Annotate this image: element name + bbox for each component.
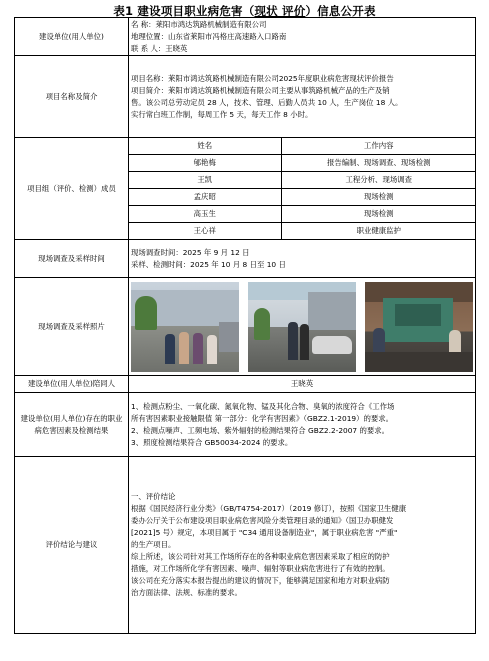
member-name: 郇艳梅 [129,155,281,172]
conclusion-para1-line4: 的生产项目。 [131,540,176,549]
team-member-row [129,223,476,240]
site-photo-2 [248,282,356,372]
photos-cell [129,278,476,376]
hazards-info [129,393,476,457]
team-member-row [129,155,476,172]
unit-contact-line [131,43,473,55]
team-member-row [129,172,476,189]
site-photo-1 [131,282,239,372]
team-members-table [129,138,476,239]
project-name: 莱阳市鸿达筑路机械制造有限公司2025年度职业病危害现状评价报告 [167,73,394,83]
team-label: 项目组（评价、检测）成员 [15,138,129,240]
unit-info [129,18,476,56]
hazard-result-1-cont: 所有害因素职业接触限值 第一部分：化学有害因素》（GBZ2.1-2019）的要求。 [131,413,394,423]
project-name-line [131,73,473,85]
project-intro-text-1: 莱阳市鸿达筑路机械制造有限公司主要从事筑路机械产品的生产及销 [167,85,390,95]
conclusion-para2-line1: 综上所述，该公司针对其工作场所存在的各种职业病危害因素采取了相应的防护 [131,552,390,561]
unit-contact: 王晓英 [165,43,188,53]
survey-info [129,240,476,278]
project-intro-line-2: 售。该公司总劳动定员 28 人，技术、管理、后勤人员共 10 人，生产岗位 18 人。 [131,97,403,107]
sampling-date: 采样、检测时间：2025 年 10 月 8 日至 10 日 [131,259,286,269]
unit-name-line [131,19,473,31]
team-header-name: 姓名 [129,138,281,155]
conclusion-para2-line2: 措施，对工作场所化学有害因素、噪声、辐射等职业病危害进行了有效的控制。 [131,564,390,573]
member-work: 现场检测 [281,206,476,223]
disclosure-table [14,17,476,634]
member-name: 王心祥 [129,223,281,240]
project-intro-line [131,85,473,97]
member-work: 工程分析、现场调查 [281,172,476,189]
project-intro-label: 项目简介： [131,85,168,95]
companion-label: 建设单位(用人单位)陪同人 [15,376,129,393]
survey-label: 现场调查及采样时间 [15,240,129,278]
row-project [15,56,476,138]
member-work: 现场检测 [281,189,476,206]
team-header-row [129,138,476,155]
survey-date: 现场调查时间：2025 年 9 月 12 日 [131,247,250,257]
row-hazards [15,393,476,457]
companion-name: 王晓英 [129,376,476,393]
conclusion-para2-line3: 该公司在充分落实本报告提出的建议的情况下，能够满足国家和地方对职业病防 [131,576,390,585]
project-label: 项目名称及简介 [15,56,129,138]
row-team [15,138,476,240]
member-name: 王凯 [129,172,281,189]
unit-label: 建设单位(用人单位) [15,18,129,56]
unit-name: 莱阳市鸿达筑路机械制造有限公司 [155,19,267,29]
row-photos [15,278,476,376]
row-conclusion [15,457,476,634]
conclusion-para1-line3: [2021]5 号）规定，本项目属于 "C34 通用设备制造业"，属于职业病危害 "严重" [131,528,398,537]
conclusion-heading: 一、评价结论 [131,492,176,501]
project-intro-line-3: 实行常白班工作制，每周工作 5 天，每天工作 8 小时。 [131,109,313,119]
hazard-result-2: 2、检测点噪声、工频电场、紫外辐射的检测结果符合 GBZ2.2-2007 的要求。 [131,425,390,435]
unit-name-label: 名 称： [131,19,156,29]
unit-address-label: 地理位置： [131,31,168,41]
team-cell [129,138,476,240]
member-name: 孟庆昭 [129,189,281,206]
unit-address-line [131,31,473,43]
conclusion-info [129,457,476,634]
photo-strip [129,279,475,375]
unit-contact-label: 联 系 人： [131,43,166,53]
row-companion [15,376,476,393]
member-work: 职业健康监护 [281,223,476,240]
unit-address: 山东省莱阳市冯格庄高速路入口路南 [167,31,287,41]
conclusion-label: 评价结论与建议 [15,457,129,634]
team-member-row [129,206,476,223]
project-name-label: 项目名称： [131,73,168,83]
hazards-label: 建设单位(用人单位)存在的职业病危害因素及检测结果 [15,393,129,457]
conclusion-para1-line2: 委办公厅关于公布建设项目职业病危害风险分类管理目录的通知》（国卫办职健发 [131,516,394,525]
member-name: 高玉生 [129,206,281,223]
title-suffix: ）信息公开表 [305,4,376,18]
title-evaluation-type: 现状 评价 [254,4,306,18]
row-unit [15,18,476,56]
project-info [129,56,476,138]
row-survey [15,240,476,278]
photos-label: 现场调查及采样照片 [15,278,129,376]
site-photo-3 [365,282,473,372]
title-prefix: 表1 建设项目职业病危害（ [113,4,255,18]
conclusion-para2-line4: 治方面法律、法规、标准的要求。 [131,588,242,597]
team-header-work: 工作内容 [281,138,476,155]
member-work: 报告编制、现场调查、现场检测 [281,155,476,172]
conclusion-para1-line1: 根据《国民经济行业分类》（GB/T4754-2017）（2019 修订），按照《国家卫生健康 [131,504,407,513]
team-member-row [129,189,476,206]
hazard-result-1: 1、检测点粉尘、一氧化碳、氮氧化物、锰及其化合物、臭氧的浓度符合《工作场 [131,401,395,411]
hazard-result-3: 3、照度检测结果符合 GB50034-2024 的要求。 [131,437,293,447]
